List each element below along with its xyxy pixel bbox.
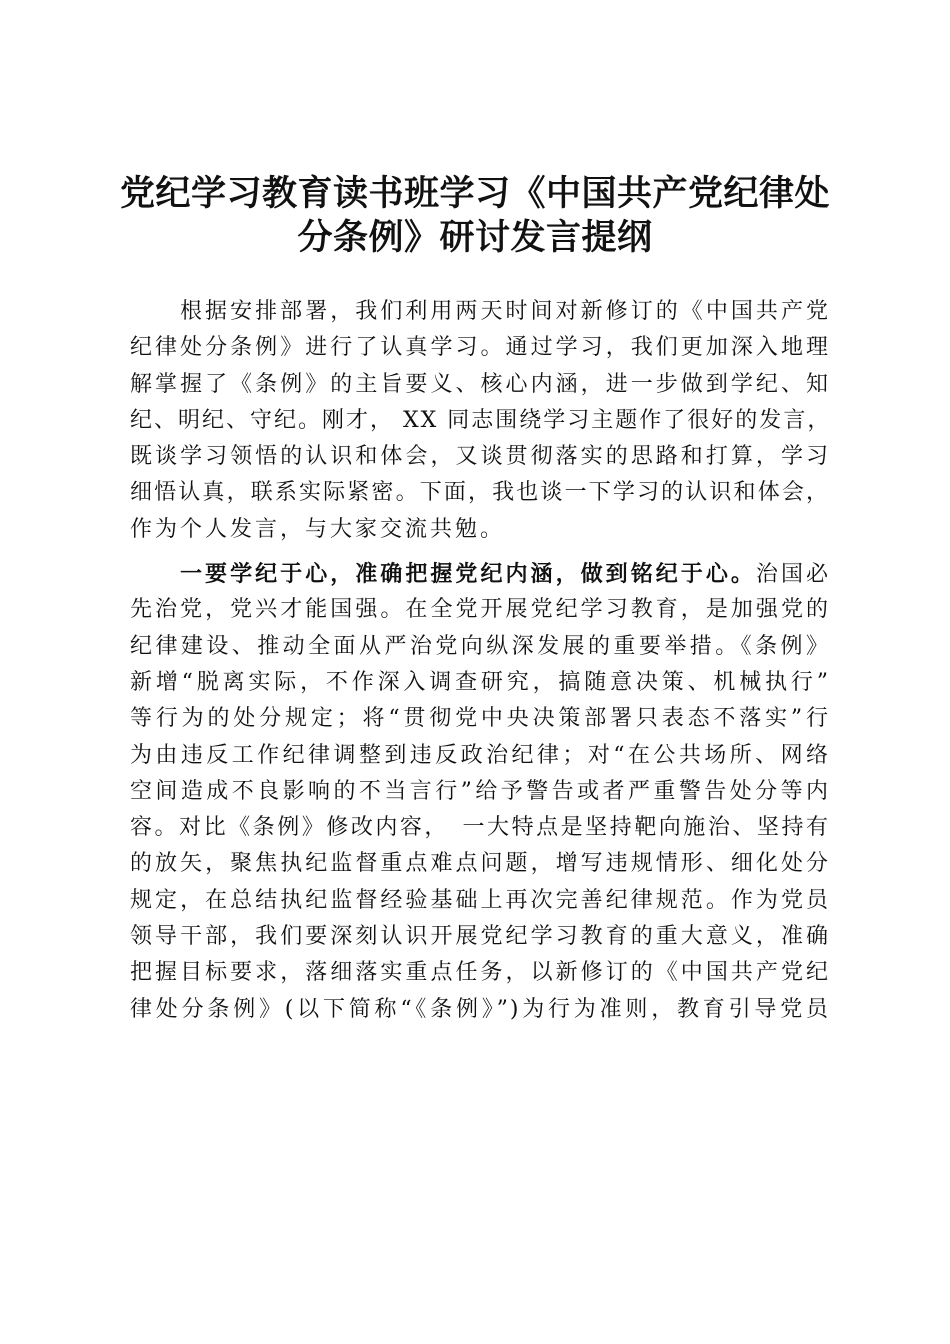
text-line: 的放矢，聚焦执纪监督重点难点问题，增写违规情形、细化处分	[130, 851, 830, 877]
text-line: 把握目标要求，落细落实重点任务，以新修订的《中国共产党纪	[130, 960, 830, 986]
document-title	[110, 172, 840, 260]
text-line: 容。对比《条例》修改内容， 一大特点是坚持靶向施治、坚持有	[130, 815, 830, 841]
heading-tail: 治国必	[755, 562, 830, 588]
title-line-2: 分条例》研讨发言提纲	[297, 218, 653, 258]
paragraph-gap	[130, 548, 830, 556]
text-line: 先治党，党兴才能国强。在全党开展党纪学习教育，是加强党的	[130, 597, 830, 623]
paragraph-1	[130, 294, 830, 548]
document-body	[130, 294, 830, 1028]
text-line: 律处分条例》(以下简称“《条例》”)为行为准则，教育引导党员	[130, 996, 830, 1022]
paragraph-2	[130, 556, 830, 1028]
text-line: 根据安排部署，我们利用两天时间对新修订的《中国共产党	[180, 299, 830, 324]
text-line: 领导干部，我们要深刻认识开展党纪学习教育的重大意义，准确	[130, 924, 830, 950]
text-line: 空间造成不良影响的不当言行”给予警告或者严重警告处分等内	[130, 778, 830, 804]
text-line: 纪律建设、推动全面从严治党向纵深发展的重要举措。《条例》	[130, 633, 830, 659]
text-line: 规定，在总结执纪监督经验基础上再次完善纪律规范。作为党员	[130, 887, 830, 913]
text-line: 作为个人发言，与大家交流共勉。	[130, 516, 506, 542]
text-line: 等行为的处分规定；将“贯彻党中央决策部署只表态不落实”行	[130, 706, 830, 732]
text-line: 细悟认真，联系实际紧密。下面，我也谈一下学习的认识和体会，	[130, 480, 830, 506]
text-line: 纪、明纪、守纪。刚才， XX 同志围绕学习主题作了很好的发言，	[130, 407, 832, 433]
text-line	[130, 556, 830, 592]
title-line-1: 党纪学习教育读书班学习《中国共产党纪律处	[119, 174, 830, 214]
section-heading: 一要学纪于心，准确把握党纪内涵，做到铭纪于心。	[180, 561, 756, 588]
text-line: 纪律处分条例》进行了认真学习。通过学习，我们更加深入地理	[130, 335, 830, 361]
text-line: 新增“脱离实际，不作深入调查研究，搞随意决策、机械执行”	[130, 669, 830, 695]
text-line: 既谈学习领悟的认识和体会，又谈贯彻落实的思路和打算，学习	[130, 444, 830, 470]
text-line: 为由违反工作纪律调整到违反政治纪律；对“在公共场所、网络	[130, 742, 830, 768]
text-line: 解掌握了《条例》的主旨要义、核心内涵，进一步做到学纪、知	[130, 371, 830, 397]
